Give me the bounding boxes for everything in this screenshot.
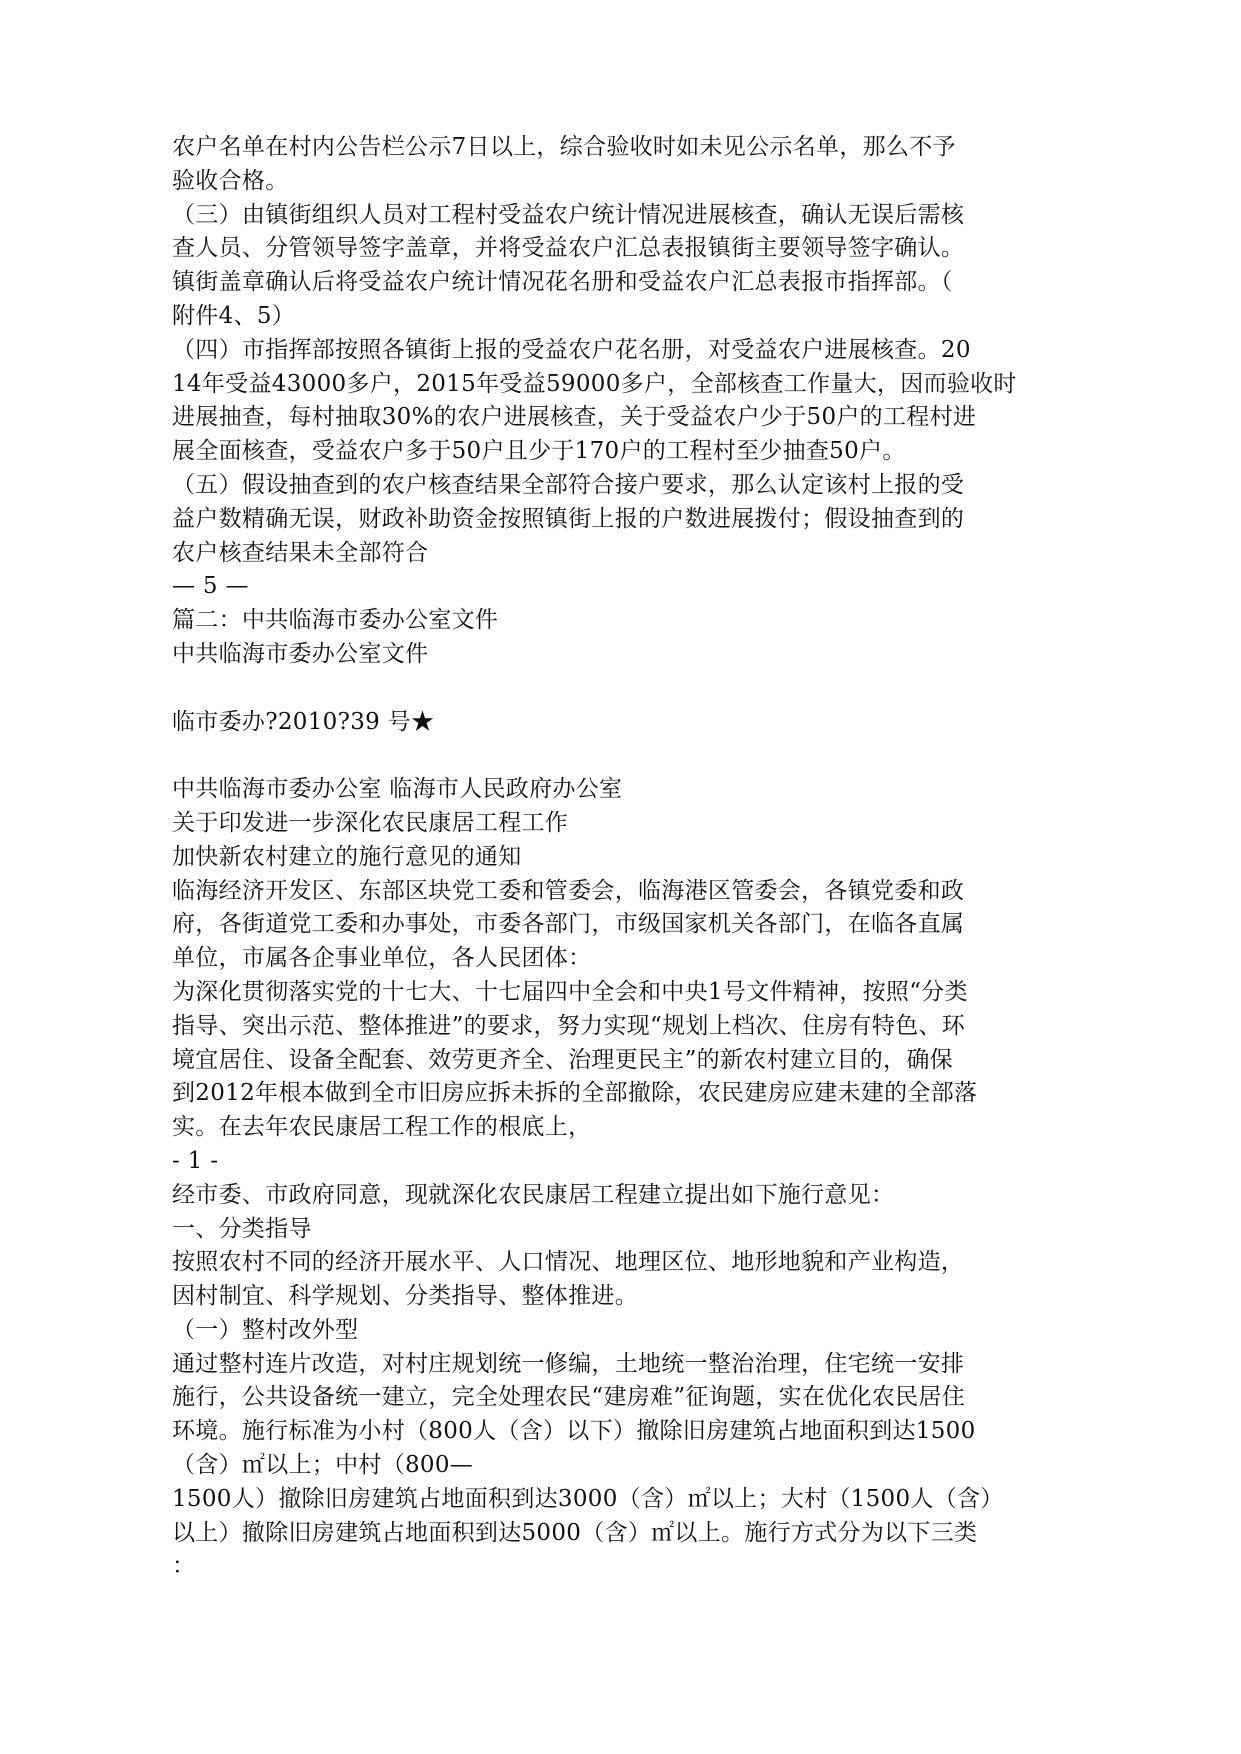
text-line: 14年受益43000多户，2015年受益59000多户，全部核查工作量大，因而验收时 bbox=[172, 370, 1017, 397]
text-line: 关于印发进一步深化农民康居工程工作 bbox=[172, 809, 569, 836]
text-line: （四）市指挥部按照各镇街上报的受益农户花名册，对受益农户进展核查。20 bbox=[172, 336, 971, 363]
text-line: 1500人）撤除旧房建筑占地面积到达3000（含）㎡以上；大村（1500人（含） bbox=[172, 1485, 1004, 1512]
text-line: 临市委办?2010?39 号★ bbox=[172, 708, 435, 735]
text-line: （三）由镇街组织人员对工程村受益农户统计情况进展核查，确认无误后需核 bbox=[172, 201, 965, 228]
text-line: 中共临海市委办公室 临海市人民政府办公室 bbox=[172, 776, 623, 803]
text-line: 加快新农村建立的施行意见的通知 bbox=[172, 843, 522, 870]
text-line: 境宜居住、设备全配套、效劳更齐全、治理更民主”的新农村建立目的，确保 bbox=[172, 1046, 953, 1073]
text-line: 进展抽查，每村抽取30%的农户进展核查，关于受益农户少于50户的工程村进 bbox=[172, 404, 977, 431]
text-line: 农户核查结果未全部符合 bbox=[172, 539, 429, 566]
text-line: 农户名单在村内公告栏公示7日以上，综合验收时如未见公示名单，那么不予 bbox=[172, 134, 956, 160]
text-line: 验收合格。 bbox=[172, 167, 289, 194]
text-line: 查人员、分管领导签字盖章，并将受益农户汇总表报镇街主要领导签字确认。 bbox=[172, 235, 965, 262]
text-line: 为深化贯彻落实党的十七大、十七届四中全会和中央1号文件精神，按照“分类 bbox=[172, 978, 968, 1005]
text-line: 一、分类指导 bbox=[172, 1215, 312, 1242]
text-line: 单位，市属各企事业单位，各人民团体： bbox=[172, 945, 592, 972]
text-line: 展全面核查，受益农户多于50户且少于170户的工程村至少抽查50户。 bbox=[172, 438, 906, 465]
text-line: 附件4、5） bbox=[172, 302, 296, 329]
text-line: ： bbox=[172, 1553, 196, 1580]
text-line: 实。在去年农民康居工程工作的根底上， bbox=[172, 1114, 592, 1141]
text-line: 通过整村连片改造，对村庄规划统一修编，土地统一整治治理，住宅统一安排 bbox=[172, 1350, 965, 1377]
text-line: 以上）撤除旧房建筑占地面积到达5000（含）㎡以上。施行方式分为以下三类 bbox=[172, 1519, 978, 1546]
text-line: 镇街盖章确认后将受益农户统计情况花名册和受益农户汇总表报市指挥部。（ bbox=[172, 269, 953, 296]
text-line: 到2012年根本做到全市旧房应拆未拆的全部撤除，农民建房应建未建的全部落 bbox=[172, 1080, 978, 1107]
blank-line bbox=[172, 672, 1052, 706]
document-body bbox=[172, 131, 1052, 1584]
text-line: 因村制宜、科学规划、分类指导、整体推进。 bbox=[172, 1283, 638, 1310]
text-line: — 5 — bbox=[172, 573, 249, 600]
text-line: 施行，公共设备统一建立，完全处理农民“建房难”征询题，实在优化农民居住 bbox=[172, 1384, 966, 1411]
text-line: 中共临海市委办公室文件 bbox=[172, 640, 429, 667]
text-line: （一）整村改外型 bbox=[172, 1316, 359, 1343]
text-line: 按照农村不同的经济开展水平、人口情况、地理区位、地形地貌和产业构造， bbox=[172, 1249, 965, 1276]
text-line: （含）㎡以上；中村（800— bbox=[172, 1452, 474, 1479]
text-line: 环境。施行标准为小村（800人（含）以下）撤除旧房建筑占地面积到达1500 bbox=[172, 1418, 976, 1445]
text-line: 临海经济开发区、东部区块党工委和管委会，临海港区管委会，各镇党委和政 bbox=[172, 877, 965, 904]
text-line: - 1 - bbox=[172, 1147, 219, 1174]
blank-line bbox=[172, 739, 1052, 773]
text-line: 指导、突出示范、整体推进”的要求，努力实现“规划上档次、住房有特色、环 bbox=[172, 1012, 966, 1039]
text-line: 府，各街道党工委和办事处，市委各部门，市级国家机关各部门，在临各直属 bbox=[172, 911, 965, 938]
text-line: 经市委、市政府同意，现就深化农民康居工程建立提出如下施行意见： bbox=[172, 1181, 895, 1208]
text-line: 益户数精确无误，财政补助资金按照镇街上报的户数进展拨付；假设抽查到的 bbox=[172, 505, 965, 532]
text-line: （五）假设抽查到的农户核查结果全部符合接户要求，那么认定该村上报的受 bbox=[172, 471, 965, 498]
text-line: 篇二：中共临海市委办公室文件 bbox=[172, 607, 499, 634]
